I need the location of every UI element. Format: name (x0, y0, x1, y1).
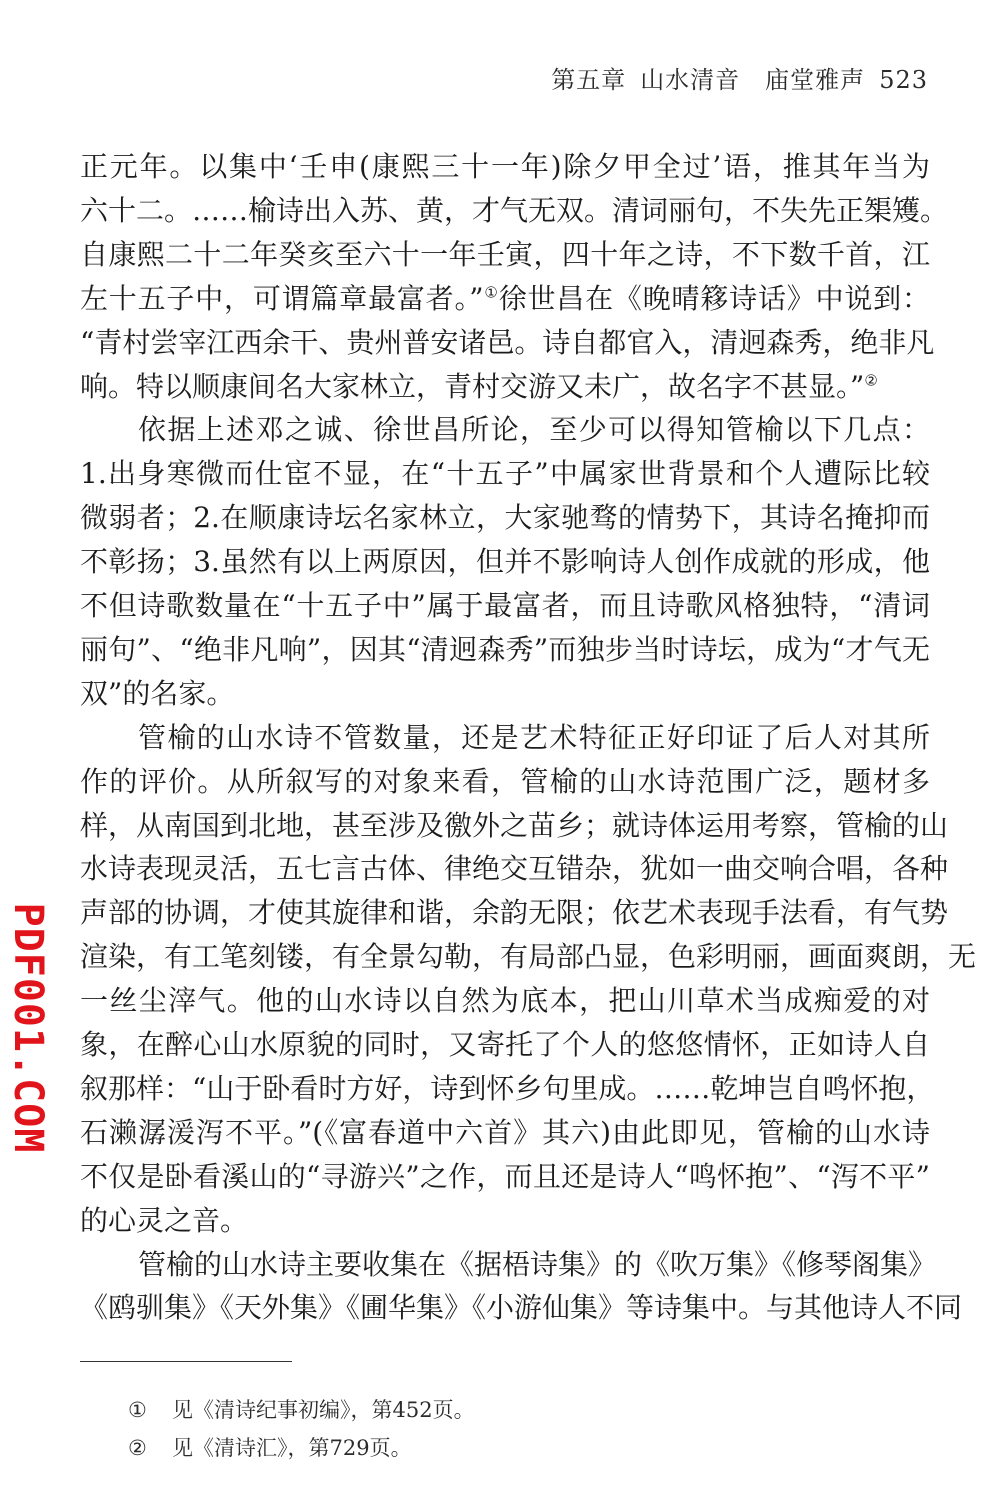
text-segment: 微弱者；2.在顺康诗坛名家林立，大家驰骛的情势下，其诗名掩抑而 (80, 501, 930, 535)
text-line (80, 1155, 930, 1199)
text-segment: 自康熙二十二年癸亥至六十一年壬寅，四十年之诗，不下数千首，江 (80, 237, 930, 271)
text-line (80, 1111, 930, 1155)
header-text (537, 60, 928, 95)
text-line (80, 1286, 963, 1330)
text-line (80, 277, 930, 321)
text-line (80, 540, 930, 584)
text-line (80, 760, 930, 804)
text-segment: 石濑潺湲泻不平。”(《富春道中六首》其六)由此即见，管榆的山水诗 (80, 1115, 930, 1149)
text-line (80, 979, 930, 1023)
footnote-mark: ② (128, 1436, 147, 1460)
text-line (80, 891, 949, 935)
text-line (80, 365, 930, 409)
text-segment: 徐世昌在《晚晴簃诗话》中说到： (498, 281, 930, 315)
text-segment: 管榆的山水诗主要收集在《据梧诗集》的《吹万集》《修琴阁集》 (138, 1247, 937, 1281)
text-segment: 丽句”、“绝非凡响”，因其“清迥森秀”而独步当时诗坛，成为“才气无 (80, 632, 930, 666)
text-segment: 左十五子中，可谓篇章最富者。” (80, 281, 484, 315)
running-header (80, 60, 928, 100)
text-segment: 的心灵之音。 (80, 1203, 249, 1237)
text-segment: 正元年。以集中‘壬申(康熙三十一年)除夕甲全过’语，推其年当为 (80, 150, 930, 183)
text-line (80, 496, 930, 540)
text-line (138, 408, 930, 452)
text-segment: 双”的名家。 (80, 676, 235, 710)
text-line (138, 1243, 937, 1287)
text-line (80, 847, 949, 891)
page-number: 523 (879, 66, 928, 94)
chapter-label: 第五章 (551, 66, 627, 94)
text-segment: 作的评价。从所叙写的对象来看，管榆的山水诗范围广泛，题材多 (80, 764, 930, 798)
footnote-ref: ② (864, 371, 878, 390)
text-segment: 六十二。……榆诗出入苏、黄，才气无双。清词丽句，不失先正榘矱。 (80, 193, 949, 227)
footnote-divider (80, 1361, 292, 1362)
footnote-text: 见《清诗纪事初编》，第452页。 (172, 1398, 475, 1422)
footnote-mark: ① (128, 1398, 147, 1422)
section-title: 山水清音 庙堂雅声 (640, 66, 866, 94)
text-line (80, 935, 977, 979)
text-segment: 管榆的山水诗不管数量，还是艺术特征正好印证了后人对其所 (138, 720, 930, 754)
text-segment: 象，在醉心山水原貌的同时，又寄托了个人的悠悠情怀，正如诗人自 (80, 1028, 930, 1061)
footnote-2 (128, 1432, 412, 1462)
text-line (80, 1067, 935, 1111)
text-line (80, 1023, 930, 1067)
text-segment: 一丝尘滓气。他的山水诗以自然为底本，把山川草术当成痴爱的对 (80, 984, 930, 1018)
text-segment: 《鸥驯集》《天外集》《圃华集》《小游仙集》等诗集中。与其他诗人不同 (80, 1291, 963, 1325)
text-segment: 响。特以顺康间名大家林立，青村交游又未广，故名字不甚显。” (80, 369, 865, 403)
text-segment: 样，从南国到北地，甚至涉及徼外之苗乡；就诗体运用考察，管榆的山 (80, 808, 949, 842)
text-segment: 1.出身寒微而仕宦不显，在“十五子”中属家世背景和个人遭际比较 (80, 457, 930, 491)
text-segment: 不仅是卧看溪山的“寻游兴”之作，而且还是诗人“鸣怀抱”、“泻不平” (80, 1159, 930, 1193)
footnote-text: 见《清诗汇》，第729页。 (172, 1436, 412, 1460)
text-segment: 渲染，有工笔刻镂，有全景勾勒，有局部凸显，色彩明丽，画面爽朗，无 (80, 940, 977, 974)
text-segment: 水诗表现灵活，五七言古体、律绝交互错杂，犹如一曲交响合唱，各种 (80, 852, 949, 886)
footnote-ref: ① (483, 283, 499, 302)
watermark-text: PDF001.COM (5, 902, 51, 1153)
text-segment: 不但诗歌数量在“十五子中”属于最富者，而且诗歌风格独特，“清词 (80, 589, 930, 622)
text-line (80, 672, 930, 716)
text-line (80, 233, 930, 277)
text-line (80, 452, 930, 496)
text-line (138, 716, 930, 760)
text-line (80, 189, 949, 233)
text-segment: 不彰扬；3.虽然有以上两原因，但并不影响诗人创作成就的形成，他 (80, 545, 930, 579)
text-segment: 依据上述邓之诚、徐世昌所论，至少可以得知管榆以下几点： (138, 413, 930, 447)
text-line (80, 1199, 930, 1243)
text-line (80, 321, 935, 365)
text-line (80, 628, 930, 672)
text-line (80, 804, 949, 848)
text-segment: “青村尝宰江西余干、贵州普安诸邑。诗自都官入，清迥森秀，绝非凡 (80, 325, 935, 359)
text-segment: 叙那样：“山于卧看时方好，诗到怀乡句里成。……乾坤岂自鸣怀抱， (80, 1071, 935, 1105)
text-line (80, 584, 930, 628)
footnote-1 (128, 1394, 475, 1424)
watermark (4, 900, 52, 1155)
text-line (80, 145, 930, 189)
text-segment: 声部的协调，才使其旋律和谐，余韵无限；依艺术表现手法看，有气势 (80, 896, 949, 930)
